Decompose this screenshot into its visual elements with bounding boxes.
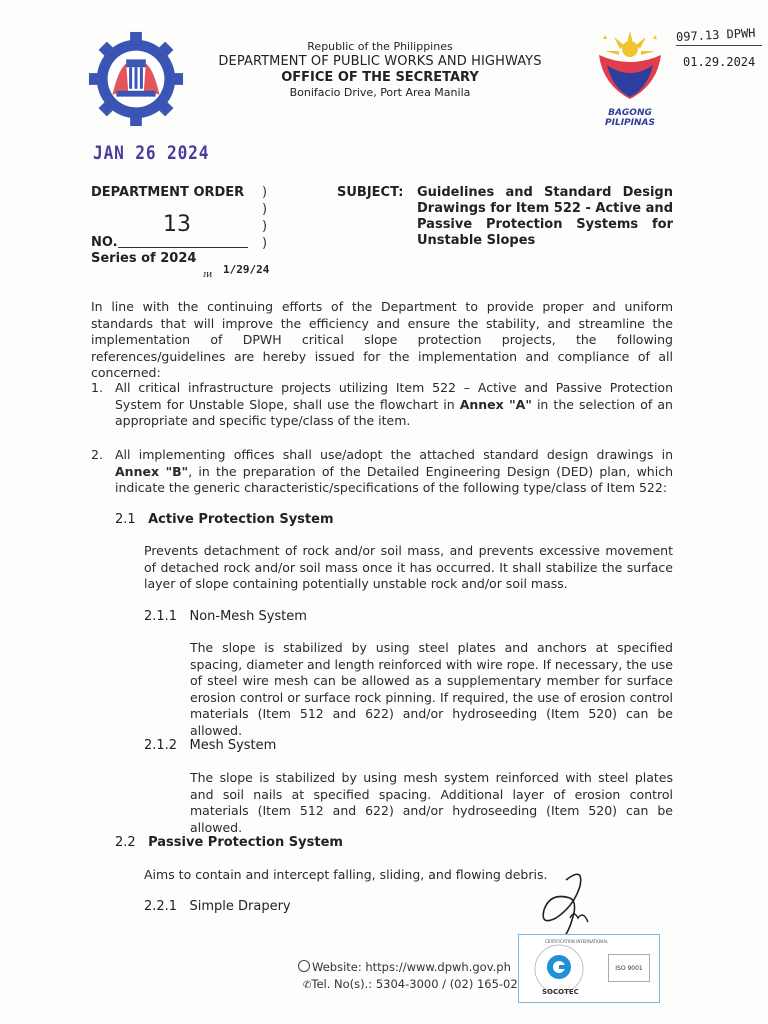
annex-b-ref: Annex "B" xyxy=(115,463,189,479)
section-number: 2.1.2 xyxy=(144,738,178,753)
item-1-text xyxy=(115,380,673,430)
paren-3: ) xyxy=(262,219,268,234)
paren-2: ) xyxy=(262,202,268,217)
section-title: Passive Protection System xyxy=(148,835,343,850)
stamp-date: JAN 26 2024 xyxy=(93,142,210,164)
item-2-text-b: , in the preparation of the Detailed Engineering Design (DED) plan, which indicate the generic characteristic/specifications of the following type/class of Item 522: xyxy=(115,463,673,495)
section-title: Mesh System xyxy=(189,738,277,753)
section-2-1-1-text: The slope is stabilized by using steel plates and anchors at specified spacing, diameter and length reinforced with wire rope. If necessary, the use of steel wire mesh can be allowed as a supplementary member for surface erosion control or surface rock pinning. If required, the use of erosion control materials (Item 512 and 622) and/or hydroseeding (Item 520) can be allowed. xyxy=(190,640,673,738)
order-label: DEPARTMENT ORDER xyxy=(91,185,245,200)
website-text: Website: https://www.dpwh.gov.ph xyxy=(312,960,511,974)
office-address: Bonifacio Drive, Port Area Manila xyxy=(289,86,471,99)
annex-a-ref: Annex "A" xyxy=(459,396,532,412)
order-number: 13 xyxy=(163,212,191,237)
footer-website xyxy=(298,960,511,974)
phone-icon: ✆ xyxy=(303,980,312,991)
bagong-pilipinas-caption: BAGONG PILIPINAS xyxy=(605,108,655,128)
iso-badge: ISO 9001 xyxy=(608,954,650,982)
section-title: Simple Drapery xyxy=(189,899,291,914)
republic-line: Republic of the Philippines xyxy=(307,40,453,53)
section-title: Non-Mesh System xyxy=(189,609,307,624)
section-number: 2.1 xyxy=(115,512,136,527)
letterhead xyxy=(180,40,580,99)
order-no-underline xyxy=(118,247,248,248)
order-no-label: NO. xyxy=(91,235,118,250)
bagong-pilipinas-logo xyxy=(585,25,675,128)
section-number: 2.2.1 xyxy=(144,899,178,914)
certification-box xyxy=(518,934,660,1003)
subject-label: SUBJECT: xyxy=(337,185,404,200)
receipt-date: 01.29.2024 xyxy=(683,55,756,69)
section-2-2-heading xyxy=(115,835,343,850)
item-1-text-a: All critical infrastructure projects utilizing Item 522 – Active and Passive Protection System for Unstable Slope, shall use the flowchart in xyxy=(115,380,673,412)
item-number: 2. xyxy=(91,447,103,462)
section-2-1-text: Prevents detachment of rock and/or soil mass, and prevents excessive movement of detached rock and/or soil mass once it has occurred. It shall stabilize the surface layer of slope containing potentially unstable rock and/or soil mass. xyxy=(144,543,673,591)
receipt-underline xyxy=(676,45,762,46)
order-series: Series of 2024 xyxy=(91,251,197,266)
section-number: 2.2 xyxy=(115,835,136,850)
section-2-1-2-heading xyxy=(144,738,276,753)
section-2-1-heading xyxy=(115,512,334,527)
subject-text: Guidelines and Standard Design Drawings for Item 522 - Active and Passive Protection Systems for Unstable Slopes xyxy=(417,185,673,248)
globe-icon xyxy=(298,960,310,972)
section-2-1-1-heading xyxy=(144,609,307,624)
certification-ring-text: CERTIFICATION INTERNATIONAL xyxy=(545,939,609,944)
item-number: 1. xyxy=(91,380,103,395)
intro-paragraph: In line with the continuing efforts of the Department to provide proper and uniform standards that will improve the efficiency and ensure the stability, and streamline the implementation of DPWH critical slope protection projects, the following references/guidelines are hereby issued for the implementation and compliance of all concerned: xyxy=(91,299,673,380)
item-2-text xyxy=(115,447,673,497)
paren-1: ) xyxy=(262,185,268,200)
receipt-code: 097.13 DPWH xyxy=(675,25,756,45)
telephone-text: Tel. No(s).: 5304-3000 / (02) 165-02 xyxy=(311,977,518,991)
item-2-text-a: All implementing offices shall use/adopt the attached standard design drawings in xyxy=(115,447,673,462)
office-name: OFFICE OF THE SECRETARY xyxy=(281,70,479,85)
initial-mark: ᴊᴎ xyxy=(203,267,213,280)
socotec-name: SOCOTEC xyxy=(542,988,579,996)
initial-date: 1/29/24 xyxy=(223,263,270,276)
paren-4: ) xyxy=(262,236,268,251)
department-name: DEPARTMENT OF PUBLIC WORKS AND HIGHWAYS xyxy=(218,54,542,69)
section-2-1-2-text: The slope is stabilized by using mesh system reinforced with steel plates and soil nails at specified spacing. Additional layer of erosion control materials (Item 512 and 622) and/or hydroseeding (Item 520) can be allowed. xyxy=(190,770,673,835)
section-2-2-text: Aims to contain and intercept falling, sliding, and flowing debris. xyxy=(144,867,548,882)
section-title: Active Protection System xyxy=(148,512,334,527)
footer-telephone xyxy=(303,977,518,991)
section-2-2-1-heading xyxy=(144,899,291,914)
section-number: 2.1.1 xyxy=(144,609,178,624)
item-1-text-b: in the selection of an appropriate and specific type/class of the item. xyxy=(115,396,673,428)
dpwh-logo xyxy=(87,30,185,128)
